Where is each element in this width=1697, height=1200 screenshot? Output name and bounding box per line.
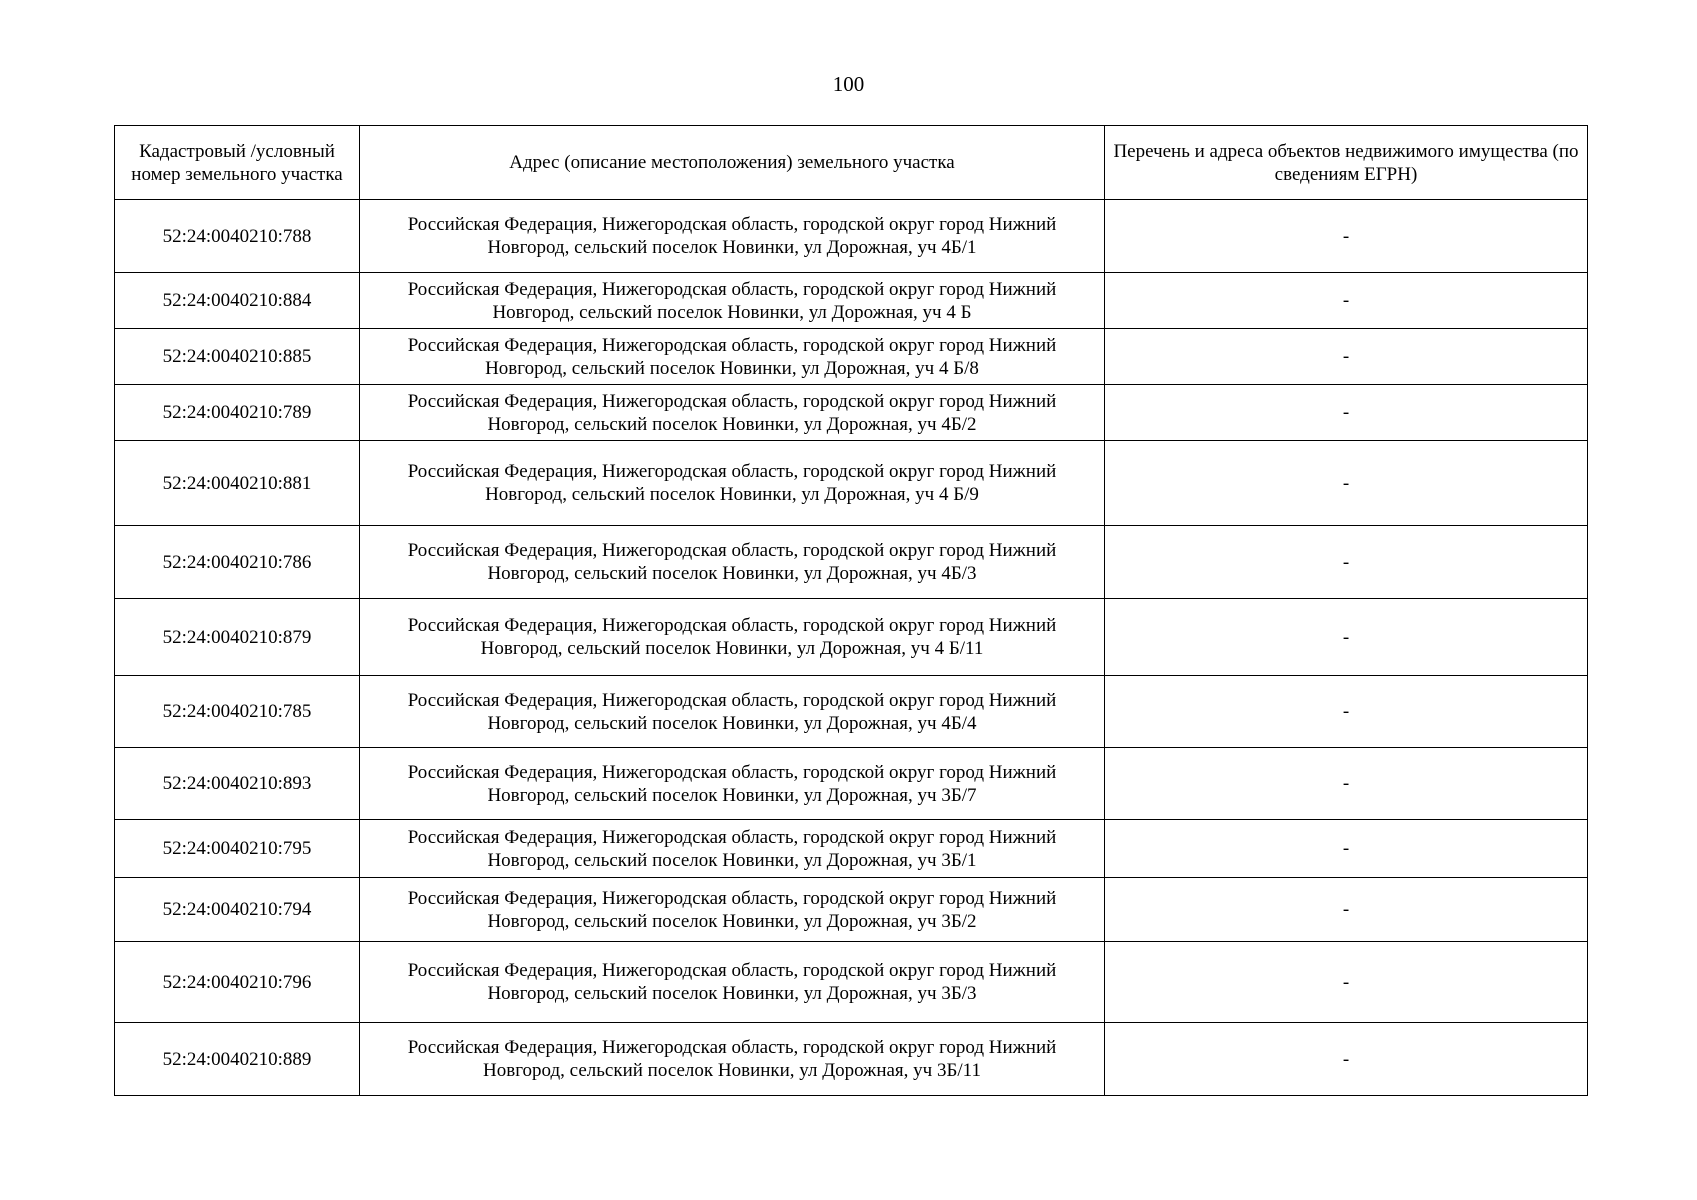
address-line-1: Российская Федерация, Нижегородская область, городской округ город Нижний: [407, 615, 1057, 636]
address-cell: [360, 329, 1105, 385]
address-line-2: Новгород, сельский поселок Новинки, ул Дорожная, уч 4Б/2: [487, 413, 977, 435]
real-estate-objects-cell: -: [1105, 441, 1588, 526]
address-line-1: Российская Федерация, Нижегородская область, городской округ город Нижний: [407, 334, 1057, 356]
cadastral-number-cell: 52:24:0040210:795: [115, 820, 360, 878]
address-line-1: Российская Федерация, Нижегородская область, городской округ город Нижний: [407, 826, 1057, 848]
table-row: [115, 385, 1588, 441]
address-cell: [360, 1023, 1105, 1096]
address-line-1: Российская Федерация, Нижегородская область, городской округ город Нижний: [407, 461, 1057, 482]
real-estate-objects-cell: -: [1105, 748, 1588, 820]
address-line-1: Российская Федерация, Нижегородская область, городской округ город Нижний: [407, 761, 1057, 783]
real-estate-objects-cell: -: [1105, 1023, 1588, 1096]
address-line-1: Российская Федерация, Нижегородская область, городской округ город Нижний: [407, 390, 1057, 412]
real-estate-objects-cell: -: [1105, 329, 1588, 385]
address-cell: [360, 441, 1105, 526]
address-line-2: Новгород, сельский поселок Новинки, ул Дорожная, уч 3Б/1: [487, 849, 977, 871]
address-cell: [360, 748, 1105, 820]
cadastral-number-cell: 52:24:0040210:884: [115, 273, 360, 329]
cadastral-number-cell: 52:24:0040210:785: [115, 676, 360, 748]
real-estate-objects-cell: -: [1105, 676, 1588, 748]
address-line-2: Новгород, сельский поселок Новинки, ул Дорожная, уч 3Б/11: [483, 1060, 981, 1081]
cadastral-number-cell: 52:24:0040210:796: [115, 942, 360, 1023]
address-cell: [360, 878, 1105, 942]
address-line-1: Российская Федерация, Нижегородская область, городской округ город Нижний: [407, 689, 1057, 711]
address-cell: [360, 942, 1105, 1023]
table-row: [115, 942, 1588, 1023]
table-row: [115, 748, 1588, 820]
address-line-2: Новгород, сельский поселок Новинки, ул Дорожная, уч 4Б/1: [487, 237, 977, 258]
address-line-2: Новгород, сельский поселок Новинки, ул Дорожная, уч 4Б/4: [487, 712, 977, 734]
real-estate-objects-cell: -: [1105, 273, 1588, 329]
cadastral-number-cell: 52:24:0040210:786: [115, 526, 360, 599]
cadastral-number-cell: 52:24:0040210:893: [115, 748, 360, 820]
header-cadastral-number: Кадастровый /условный номер земельного участка: [115, 126, 360, 200]
table-header-row: [115, 126, 1588, 200]
address-cell: [360, 385, 1105, 441]
header-address: Адрес (описание местоположения) земельного участка: [360, 126, 1105, 200]
table-row: [115, 329, 1588, 385]
cadastral-number-cell: 52:24:0040210:788: [115, 200, 360, 273]
address-line-1: Российская Федерация, Нижегородская область, городской округ город Нижний: [407, 1037, 1057, 1058]
address-line-2: Новгород, сельский поселок Новинки, ул Дорожная, уч 4Б/3: [487, 563, 977, 584]
real-estate-objects-cell: -: [1105, 385, 1588, 441]
real-estate-objects-cell: -: [1105, 942, 1588, 1023]
address-line-2: Новгород, сельский поселок Новинки, ул Дорожная, уч 4 Б/9: [485, 484, 979, 505]
header-real-estate-objects: Перечень и адреса объектов недвижимого имущества (по сведениям ЕГРН): [1105, 126, 1588, 200]
table-row: [115, 441, 1588, 526]
address-line-2: Новгород, сельский поселок Новинки, ул Дорожная, уч 3Б/7: [487, 784, 977, 806]
address-line-1: Российская Федерация, Нижегородская область, городской округ город Нижний: [407, 278, 1057, 300]
cadastral-number-cell: 52:24:0040210:881: [115, 441, 360, 526]
cadastral-number-cell: 52:24:0040210:789: [115, 385, 360, 441]
land-plots-table: [114, 125, 1588, 1096]
address-line-1: Российская Федерация, Нижегородская область, городской округ город Нижний: [407, 887, 1057, 909]
table-row: [115, 526, 1588, 599]
address-cell: [360, 526, 1105, 599]
address-cell: [360, 273, 1105, 329]
real-estate-objects-cell: -: [1105, 526, 1588, 599]
address-line-1: Российская Федерация, Нижегородская область, городской округ город Нижний: [407, 214, 1057, 235]
table-row: [115, 273, 1588, 329]
cadastral-number-cell: 52:24:0040210:885: [115, 329, 360, 385]
address-line-2: Новгород, сельский поселок Новинки, ул Дорожная, уч 3Б/2: [487, 910, 977, 932]
real-estate-objects-cell: -: [1105, 599, 1588, 676]
real-estate-objects-cell: -: [1105, 878, 1588, 942]
address-cell: [360, 676, 1105, 748]
cadastral-number-cell: 52:24:0040210:794: [115, 878, 360, 942]
table-row: [115, 599, 1588, 676]
cadastral-number-cell: 52:24:0040210:879: [115, 599, 360, 676]
real-estate-objects-cell: -: [1105, 200, 1588, 273]
real-estate-objects-cell: -: [1105, 820, 1588, 878]
table-row: [115, 878, 1588, 942]
address-line-2: Новгород, сельский поселок Новинки, ул Дорожная, уч 4 Б: [492, 301, 972, 323]
address-line-1: Российская Федерация, Нижегородская область, городской округ город Нижний: [407, 960, 1057, 981]
table-body: [115, 200, 1588, 1096]
address-cell: [360, 200, 1105, 273]
address-line-1: Российская Федерация, Нижегородская область, городской округ город Нижний: [407, 540, 1057, 561]
table-row: [115, 200, 1588, 273]
address-cell: [360, 599, 1105, 676]
page-number: 100: [832, 72, 865, 96]
address-line-2: Новгород, сельский поселок Новинки, ул Дорожная, уч 3Б/3: [487, 983, 977, 1004]
table-row: [115, 676, 1588, 748]
address-cell: [360, 820, 1105, 878]
table-row: [115, 1023, 1588, 1096]
table-row: [115, 820, 1588, 878]
address-line-2: Новгород, сельский поселок Новинки, ул Дорожная, уч 4 Б/8: [485, 357, 979, 379]
cadastral-number-cell: 52:24:0040210:889: [115, 1023, 360, 1096]
address-line-2: Новгород, сельский поселок Новинки, ул Дорожная, уч 4 Б/11: [480, 638, 984, 659]
